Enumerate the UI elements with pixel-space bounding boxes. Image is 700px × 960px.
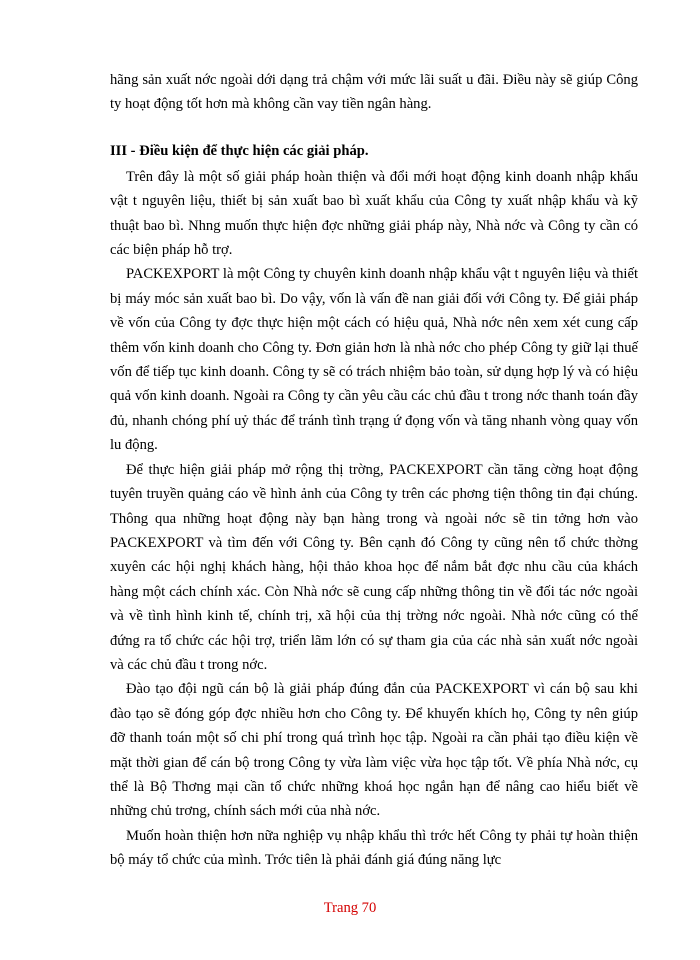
paragraph-intro: Trên đây là một số giải pháp hoàn thiện và đổi mới hoạt động kinh doanh nhập khẩu vật t nguyên liệu, thiết bị sản xuất bao bì xuất khẩu của Công ty xuất nhập khẩu và kỹ thuật bao bì. Nhng muốn thực hiện đợc những giải pháp này, Nhà nớc và Công ty cần có các biện pháp hỗ trợ. — [110, 168, 638, 259]
page-number: Trang 70 — [323, 900, 377, 916]
document-page — [110, 68, 638, 873]
paragraph-training: Đào tạo đội ngũ cán bộ là giải pháp đúng đắn của PACKEXPORT vì cán bộ sau khi đào tạo sẽ đóng góp đợc nhiều hơn cho Công ty. Để khuyến khích họ, Công ty nên giúp đỡ thanh toán một số chi phí trong quá trình học tập. Ngoài ra cần phải tạo điều kiện về mặt thời gian để cán bộ trong Công ty vừa làm việc vừa học tập tốt. Về phía Nhà nớc, cụ thể là Bộ Thơng mại cần tổ chức những khoá học ngắn hạn để nâng cao hiểu biết về những chủ trơng, chính sách mới của nhà nớc. — [110, 681, 638, 820]
paragraph-capital: PACKEXPORT là một Công ty chuyên kinh doanh nhập khẩu vật t nguyên liệu và thiết bị máy móc sản xuất bao bì. Do vậy, vốn là vấn đề nan giải đối với Công ty. Để giải pháp về vốn của Công ty đợc thực hiện một cách có hiệu quả, Nhà nớc nên xem xét cung cấp thêm vốn kinh doanh cho Công ty. Đơn giản hơn là nhà nớc cho phép Công ty giữ lại thuế vốn để tiếp tục kinh doanh. Công ty sẽ có trách nhiệm bảo toàn, sử dụng hợp lý và có hiệu quả vốn kinh doanh. Ngoài ra Công ty cần yêu cầu các chủ đầu t trong nớc thanh toán đầy đủ, nhanh chóng phí uỷ thác để tránh tình trạng ứ đọng vốn và tăng nhanh vòng quay vốn lu động. — [110, 266, 638, 454]
paragraph-market: Để thực hiện giải pháp mở rộng thị trờng, PACKEXPORT cần tăng cờng hoạt động tuyên truyền quảng cáo về hình ảnh của Công ty trên các phơng tiện thông tin đại chúng. Thông qua những hoạt động này bạn hàng trong và ngoài nớc sẽ tin tởng hơn vào PACKEXPORT và tìm đến với Công ty. Bên cạnh đó Công ty cũng nên tổ chức thờng xuyên các hội nghị khách hàng, hội thảo khoa học để nắm bắt đợc nhu cầu của khách hàng một cách chính xác. Còn Nhà nớc sẽ cung cấp những thông tin về đối tác nớc ngoài và về tình hình kinh tế, chính trị, xã hội của thị trờng nớc ngoài. Nhà nớc cũng có thể đứng ra tổ chức các hội trợ, triển lãm lớn có sự tham gia của các nhà sản xuất nớc ngoài và các chủ đầu t trong nớc. — [110, 461, 638, 673]
section-heading: III - Điều kiện để thực hiện các giải pháp. — [110, 142, 369, 159]
paragraph-continuation: hãng sản xuất nớc ngoài dới dạng trả chậm với mức lãi suất u đãi. Điều này sẽ giúp Công ty hoạt động tốt hơn mà không cần vay tiền ngân hàng. — [110, 72, 638, 113]
paragraph-organization: Muốn hoàn thiện hơn nữa nghiệp vụ nhập khẩu thì trớc hết Công ty phải tự hoàn thiện bộ máy tổ chức của mình. Trớc tiên là phải đánh giá đúng năng lực — [110, 827, 638, 869]
